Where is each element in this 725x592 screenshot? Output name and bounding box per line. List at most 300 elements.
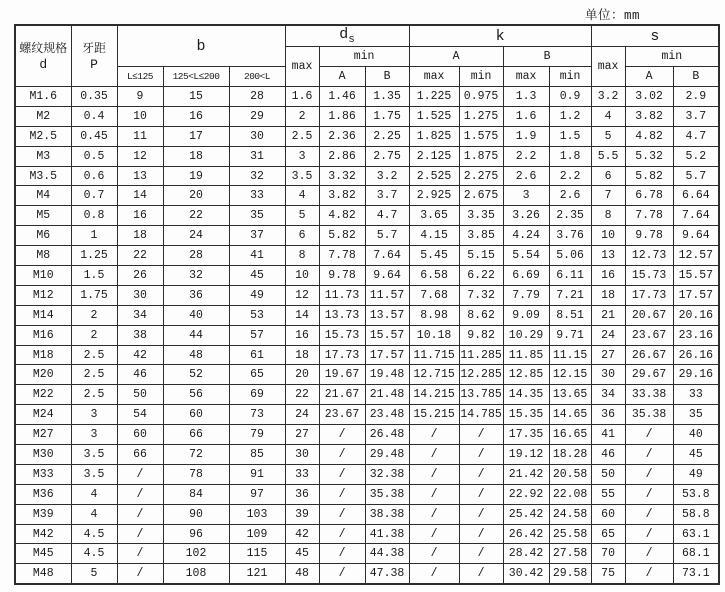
row-label: M6: [15, 226, 71, 246]
table-cell: 49: [673, 464, 719, 484]
table-cell: 58.8: [673, 504, 719, 524]
row-label: M42: [15, 524, 71, 544]
table-cell: 2.925: [409, 186, 459, 206]
table-cell: 1.86: [319, 106, 365, 126]
table-cell: 68.1: [673, 544, 719, 564]
table-cell: 52: [163, 365, 229, 385]
header-thread-spec-symbol: d: [39, 56, 48, 72]
table-cell: 65: [591, 524, 625, 544]
table-cell: 18: [285, 345, 319, 365]
table-cell: 27: [591, 345, 625, 365]
row-label: M16: [15, 325, 71, 345]
table-cell: 29.67: [625, 365, 673, 385]
table-cell: 9.82: [459, 325, 503, 345]
table-cell: 3.76: [549, 226, 591, 246]
table-cell: /: [319, 524, 365, 544]
table-cell: 41.38: [365, 524, 409, 544]
header-pitch-cn: 牙距: [81, 41, 106, 56]
table-cell: 53: [229, 305, 285, 325]
table-cell: 0.35: [71, 87, 117, 107]
table-cell: 19: [163, 166, 229, 186]
table-cell: 13.57: [365, 305, 409, 325]
table-cell: /: [409, 544, 459, 564]
header-row-1: [15, 25, 719, 47]
table-cell: 103: [229, 504, 285, 524]
table-cell: 7.68: [409, 285, 459, 305]
table-cell: 6.22: [459, 266, 503, 286]
table-cell: 72: [163, 445, 229, 465]
table-cell: 4: [71, 504, 117, 524]
header-pitch: [71, 25, 117, 87]
table-cell: 48: [285, 564, 319, 584]
table-cell: 6.78: [625, 186, 673, 206]
header-ds: [285, 25, 409, 47]
table-cell: 6.58: [409, 266, 459, 286]
table-cell: 10: [285, 266, 319, 286]
table-cell: 4.5: [71, 544, 117, 564]
table-cell: 3.5: [71, 464, 117, 484]
table-row: [15, 146, 719, 166]
table-cell: 2: [71, 305, 117, 325]
table-cell: 7.79: [503, 285, 549, 305]
table-cell: 9: [117, 87, 163, 107]
table-cell: 5.54: [503, 246, 549, 266]
table-cell: 5.7: [365, 226, 409, 246]
table-row: [15, 524, 719, 544]
table-cell: 108: [163, 564, 229, 584]
table-cell: 2.6: [549, 186, 591, 206]
table-cell: 23.16: [673, 325, 719, 345]
table-cell: 115: [229, 544, 285, 564]
table-cell: 38.38: [365, 504, 409, 524]
row-label: M27: [15, 425, 71, 445]
table-cell: 5.5: [591, 146, 625, 166]
table-cell: 14.35: [503, 385, 549, 405]
table-cell: 1.525: [409, 106, 459, 126]
table-cell: 12: [117, 146, 163, 166]
table-cell: 33: [229, 186, 285, 206]
table-cell: 48: [163, 345, 229, 365]
table-row: [15, 425, 719, 445]
table-cell: 0.6: [71, 166, 117, 186]
table-row: [15, 87, 719, 107]
header-k-b: B: [503, 47, 591, 67]
row-label: M2.5: [15, 126, 71, 146]
table-cell: 31: [229, 146, 285, 166]
table-cell: 29.16: [673, 365, 719, 385]
table-cell: 7: [591, 186, 625, 206]
table-cell: 28.42: [503, 544, 549, 564]
table-cell: 15.57: [673, 266, 719, 286]
table-cell: 13.785: [459, 385, 503, 405]
table-cell: 10.18: [409, 325, 459, 345]
table-row: [15, 345, 719, 365]
table-cell: 7.32: [459, 285, 503, 305]
table-cell: /: [117, 484, 163, 504]
table-cell: 3.82: [319, 186, 365, 206]
table-cell: /: [625, 425, 673, 445]
header-thread-spec-cn: 螺纹规格: [19, 41, 68, 56]
table-cell: 20: [285, 365, 319, 385]
table-cell: 1.5: [549, 126, 591, 146]
table-cell: 73.1: [673, 564, 719, 584]
table-cell: 2.275: [459, 166, 503, 186]
table-cell: 17.35: [503, 425, 549, 445]
table-cell: 20.16: [673, 305, 719, 325]
table-cell: 46: [591, 445, 625, 465]
table-cell: 12.73: [625, 246, 673, 266]
table-cell: 17.57: [365, 345, 409, 365]
table-row: [15, 106, 719, 126]
table-cell: 6: [285, 226, 319, 246]
table-cell: /: [409, 445, 459, 465]
table-cell: 5.15: [459, 246, 503, 266]
table-cell: 22.08: [549, 484, 591, 504]
table-cell: 41: [591, 425, 625, 445]
table-cell: 12.715: [409, 365, 459, 385]
table-cell: 1.875: [459, 146, 503, 166]
row-label: M36: [15, 484, 71, 504]
table-cell: 69: [229, 385, 285, 405]
row-label: M33: [15, 464, 71, 484]
table-row: [15, 504, 719, 524]
row-label: M39: [15, 504, 71, 524]
table-cell: /: [117, 564, 163, 584]
table-cell: 26.67: [625, 345, 673, 365]
table-cell: 9.78: [625, 226, 673, 246]
table-cell: 5.82: [319, 226, 365, 246]
table-cell: 5.45: [409, 246, 459, 266]
table-cell: /: [409, 425, 459, 445]
table-cell: 16: [285, 325, 319, 345]
table-cell: 17: [163, 126, 229, 146]
table-cell: /: [459, 425, 503, 445]
table-cell: 1.6: [503, 106, 549, 126]
table-cell: 0.9: [549, 87, 591, 107]
table-cell: 34: [117, 305, 163, 325]
table-cell: 1.225: [409, 87, 459, 107]
table-cell: 32.38: [365, 464, 409, 484]
header-pitch-symbol: P: [90, 56, 98, 72]
table-row: [15, 285, 719, 305]
table-cell: 109: [229, 524, 285, 544]
table-cell: 0.4: [71, 106, 117, 126]
table-cell: 3.7: [673, 106, 719, 126]
table-cell: 5.06: [549, 246, 591, 266]
table-cell: 1.75: [365, 106, 409, 126]
table-cell: 6.64: [673, 186, 719, 206]
table-cell: /: [459, 445, 503, 465]
table-row: [15, 484, 719, 504]
table-cell: 29.48: [365, 445, 409, 465]
table-cell: 24.58: [549, 504, 591, 524]
table-cell: 75: [591, 564, 625, 584]
table-cell: 13.65: [549, 385, 591, 405]
table-row: [15, 365, 719, 385]
table-cell: /: [625, 464, 673, 484]
table-cell: 23.67: [625, 325, 673, 345]
table-cell: 4.7: [673, 126, 719, 146]
table-cell: 90: [163, 504, 229, 524]
table-cell: 3: [71, 425, 117, 445]
table-cell: 29.58: [549, 564, 591, 584]
table-cell: 84: [163, 484, 229, 504]
table-cell: /: [409, 504, 459, 524]
table-cell: 20.67: [625, 305, 673, 325]
table-cell: /: [459, 464, 503, 484]
unit-label: 单位：mm: [583, 5, 654, 25]
table-cell: 19.48: [365, 365, 409, 385]
table-cell: 4: [71, 484, 117, 504]
header-ds-max: max: [285, 47, 319, 87]
table-cell: 11.285: [459, 345, 503, 365]
header-b-range-3: 200<L: [229, 67, 285, 87]
table-cell: 16.65: [549, 425, 591, 445]
table-cell: 18: [117, 226, 163, 246]
table-cell: 42: [117, 345, 163, 365]
table-cell: 8.98: [409, 305, 459, 325]
header-ds-main: d: [339, 26, 349, 43]
table-cell: 12: [285, 285, 319, 305]
table-cell: 3.82: [625, 106, 673, 126]
table-cell: 3.2: [365, 166, 409, 186]
table-cell: 2.125: [409, 146, 459, 166]
table-cell: 85: [229, 445, 285, 465]
table-row: [15, 246, 719, 266]
table-cell: /: [409, 524, 459, 544]
table-cell: 30: [229, 126, 285, 146]
table-cell: 26.42: [503, 524, 549, 544]
table-cell: 19.67: [319, 365, 365, 385]
header-k-a: A: [409, 47, 503, 67]
table-cell: 35: [673, 405, 719, 425]
table-cell: 3: [503, 186, 549, 206]
table-cell: 16: [117, 206, 163, 226]
table-cell: 66: [163, 425, 229, 445]
row-label: M14: [15, 305, 71, 325]
table-cell: 28: [163, 246, 229, 266]
table-row: [15, 226, 719, 246]
row-label: M12: [15, 285, 71, 305]
table-cell: 11.715: [409, 345, 459, 365]
table-cell: 17.57: [673, 285, 719, 305]
table-cell: 20.58: [549, 464, 591, 484]
table-cell: 9.64: [673, 226, 719, 246]
table-cell: 5.82: [625, 166, 673, 186]
table-cell: /: [319, 425, 365, 445]
table-cell: /: [625, 564, 673, 584]
table-cell: 0.975: [459, 87, 503, 107]
table-cell: 12.85: [503, 365, 549, 385]
row-label: M30: [15, 445, 71, 465]
table-cell: 9.78: [319, 266, 365, 286]
table-cell: 50: [117, 385, 163, 405]
table-cell: 2.5: [71, 345, 117, 365]
table-cell: 10: [117, 106, 163, 126]
table-cell: 14: [117, 186, 163, 206]
table-cell: 9.71: [549, 325, 591, 345]
header-ds-min: min: [319, 47, 409, 67]
table-cell: 4.82: [319, 206, 365, 226]
table-cell: 96: [163, 524, 229, 544]
table-cell: 32: [163, 266, 229, 286]
table-row: [15, 186, 719, 206]
table-row: [15, 126, 719, 146]
table-cell: 35: [229, 206, 285, 226]
table-cell: 53.8: [673, 484, 719, 504]
table-cell: 2.86: [319, 146, 365, 166]
table-cell: 2.2: [549, 166, 591, 186]
table-cell: 5: [285, 206, 319, 226]
table-cell: 44.38: [365, 544, 409, 564]
table-cell: /: [319, 564, 365, 584]
table-cell: /: [459, 484, 503, 504]
table-cell: 60: [163, 405, 229, 425]
table-cell: 29: [229, 106, 285, 126]
table-cell: 39: [285, 504, 319, 524]
table-cell: 17.73: [319, 345, 365, 365]
table-cell: 11: [117, 126, 163, 146]
table-cell: 2.36: [319, 126, 365, 146]
table-cell: 3.7: [365, 186, 409, 206]
table-cell: 24: [285, 405, 319, 425]
header-ds-min-a: A: [319, 67, 365, 87]
table-cell: 4.7: [365, 206, 409, 226]
table-cell: 8.51: [549, 305, 591, 325]
row-label: M24: [15, 405, 71, 425]
table-cell: /: [319, 464, 365, 484]
table-cell: 38: [117, 325, 163, 345]
table-cell: 121: [229, 564, 285, 584]
table-cell: 30: [591, 365, 625, 385]
table-cell: 97: [229, 484, 285, 504]
table-cell: /: [409, 564, 459, 584]
header-s-min-b: B: [673, 67, 719, 87]
table-cell: 16: [591, 266, 625, 286]
table-cell: /: [117, 524, 163, 544]
table-cell: 8.62: [459, 305, 503, 325]
table-cell: 5: [591, 126, 625, 146]
table-cell: /: [409, 484, 459, 504]
table-cell: 9.64: [365, 266, 409, 286]
table-cell: 3: [71, 405, 117, 425]
table-cell: 44: [163, 325, 229, 345]
header-ds-min-b: B: [365, 67, 409, 87]
header-b: b: [117, 25, 285, 67]
table-cell: 12.57: [673, 246, 719, 266]
table-cell: 17.73: [625, 285, 673, 305]
table-cell: 0.45: [71, 126, 117, 146]
table-cell: 3.65: [409, 206, 459, 226]
header-s-min-a: A: [625, 67, 673, 87]
table-cell: 66: [117, 445, 163, 465]
table-cell: 49: [229, 285, 285, 305]
row-label: M22: [15, 385, 71, 405]
table-cell: 12.15: [549, 365, 591, 385]
table-cell: 79: [229, 425, 285, 445]
table-cell: 27.58: [549, 544, 591, 564]
table-body: [15, 87, 719, 585]
table-cell: /: [625, 524, 673, 544]
table-cell: 11.73: [319, 285, 365, 305]
row-label: M8: [15, 246, 71, 266]
table-cell: 15.73: [625, 266, 673, 286]
table-cell: 61: [229, 345, 285, 365]
table-cell: 13: [591, 246, 625, 266]
table-cell: 1.8: [549, 146, 591, 166]
thread-spec-table: [14, 24, 720, 585]
table-cell: 8: [591, 206, 625, 226]
table-cell: 2.5: [71, 385, 117, 405]
table-cell: 1.275: [459, 106, 503, 126]
table-cell: 26: [117, 266, 163, 286]
table-cell: 3.5: [285, 166, 319, 186]
table-cell: /: [319, 504, 365, 524]
table-cell: 70: [591, 544, 625, 564]
row-label: M2: [15, 106, 71, 126]
table-cell: 0.8: [71, 206, 117, 226]
table-cell: 25.42: [503, 504, 549, 524]
table-cell: 7.64: [673, 206, 719, 226]
table-cell: 3.5: [71, 445, 117, 465]
table-cell: 78: [163, 464, 229, 484]
table-cell: 13: [117, 166, 163, 186]
table-cell: 1.75: [71, 285, 117, 305]
table-cell: 30: [285, 445, 319, 465]
row-label: M45: [15, 544, 71, 564]
table-cell: 6.11: [549, 266, 591, 286]
table-cell: 24: [163, 226, 229, 246]
table-cell: 22: [163, 206, 229, 226]
table-cell: 2.35: [549, 206, 591, 226]
table-cell: 1.35: [365, 87, 409, 107]
table-cell: 35.38: [365, 484, 409, 504]
table-cell: 57: [229, 325, 285, 345]
table-cell: 60: [117, 425, 163, 445]
table-row: [15, 206, 719, 226]
table-cell: 1.575: [459, 126, 503, 146]
table-cell: 1: [71, 226, 117, 246]
table-cell: 18: [591, 285, 625, 305]
table-cell: 30: [117, 285, 163, 305]
table-row: [15, 266, 719, 286]
table-cell: 46: [117, 365, 163, 385]
header-b-range-1: L≤125: [117, 67, 163, 87]
table-row: [15, 544, 719, 564]
table-cell: 91: [229, 464, 285, 484]
row-label: M18: [15, 345, 71, 365]
table-cell: 2.25: [365, 126, 409, 146]
table-cell: /: [319, 445, 365, 465]
table-cell: 6: [591, 166, 625, 186]
table-cell: 36: [285, 484, 319, 504]
table-cell: 5: [71, 564, 117, 584]
table-cell: 4.24: [503, 226, 549, 246]
table-cell: 20: [163, 186, 229, 206]
table-cell: 35.38: [625, 405, 673, 425]
table-cell: 12.285: [459, 365, 503, 385]
header-s: s: [591, 25, 719, 47]
table-cell: 22: [285, 385, 319, 405]
table-cell: 1.5: [71, 266, 117, 286]
table-cell: 15.73: [319, 325, 365, 345]
table-cell: /: [117, 544, 163, 564]
table-header: [15, 25, 719, 87]
table-cell: 26.48: [365, 425, 409, 445]
table-cell: 63.1: [673, 524, 719, 544]
table-cell: 15.215: [409, 405, 459, 425]
table-cell: 3.85: [459, 226, 503, 246]
